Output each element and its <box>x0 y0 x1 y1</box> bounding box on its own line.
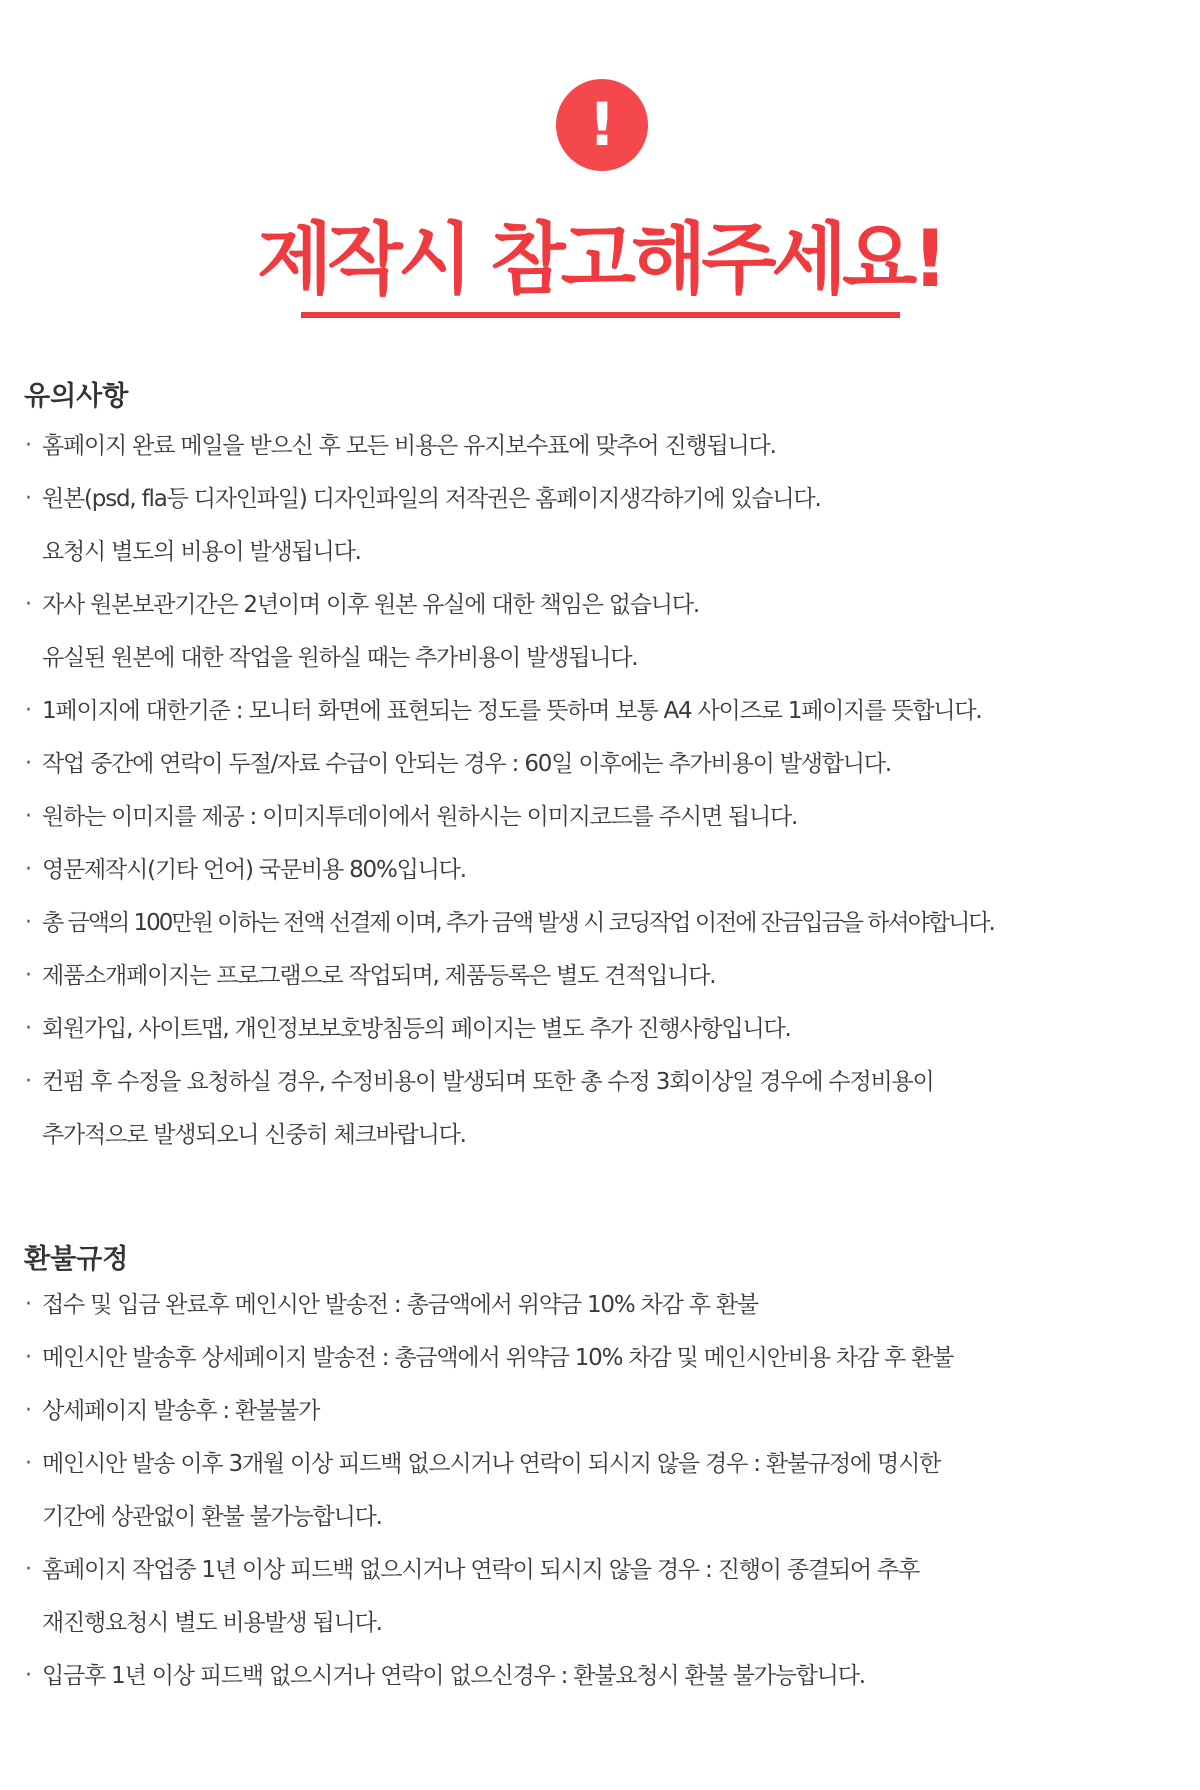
notes-item-text: 추가적으로 발생되오니 신중히 체크바랍니다. <box>42 1122 466 1148</box>
bullet-dot: · <box>25 1557 32 1582</box>
notes-item-text: 홈페이지 완료 메일을 받으신 후 모든 비용은 유지보수표에 맞추어 진행됩니다. <box>42 433 776 459</box>
refund-item-text: 입금후 1년 이상 피드백 없으시거나 연락이 없으신경우 : 환불요청시 환불 불가능합니다. <box>42 1663 865 1689</box>
notes-item <box>0 479 1200 519</box>
refund-item-continuation <box>0 1497 1200 1537</box>
refund-item-continuation <box>0 1603 1200 1643</box>
notes-item-continuation <box>0 638 1200 678</box>
notes-item-text: 요청시 별도의 비용이 발생됩니다. <box>42 539 361 565</box>
notes-item-text: 제품소개페이지는 프로그램으로 작업되며, 제품등록은 별도 견적입니다. <box>42 963 716 989</box>
exclamation-icon: ! <box>556 79 648 171</box>
refund-heading: 환불규정 <box>24 1244 129 1275</box>
notes-item <box>0 903 1200 943</box>
notes-item-text: 원하는 이미지를 제공 : 이미지투데이에서 원하시는 이미지코드를 주시면 됩니다. <box>42 804 798 830</box>
refund-item <box>0 1285 1200 1325</box>
bullet-dot: · <box>25 1345 32 1370</box>
bullet-dot: · <box>25 1398 32 1423</box>
bullet-dot: · <box>25 751 32 776</box>
title-underline <box>301 312 900 318</box>
refund-item-text: 메인시안 발송 이후 3개월 이상 피드백 없으시거나 연락이 되시지 않을 경우 : 환불규정에 명시한 <box>42 1451 941 1477</box>
bullet-dot: · <box>25 857 32 882</box>
notes-item <box>0 797 1200 837</box>
notes-item-text: 컨펌 후 수정을 요청하실 경우, 수정비용이 발생되며 또한 총 수정 3회이상일 경우에 수정비용이 <box>42 1069 934 1095</box>
refund-item-text: 재진행요청시 별도 비용발생 됩니다. <box>42 1610 382 1636</box>
refund-item-text: 접수 및 입금 완료후 메인시안 발송전 : 총금액에서 위약금 10% 차감 후 환불 <box>42 1292 758 1318</box>
bullet-dot: · <box>25 910 32 935</box>
notes-item <box>0 691 1200 731</box>
notes-item-text: 유실된 원본에 대한 작업을 원하실 때는 추가비용이 발생됩니다. <box>42 645 638 671</box>
notes-heading: 유의사항 <box>24 381 129 412</box>
notes-item-text: 회원가입, 사이트맵, 개인정보보호방침등의 페이지는 별도 추가 진행사항입니다. <box>42 1016 791 1042</box>
notes-item-text: 1페이지에 대한기준 : 모니터 화면에 표현되는 정도를 뜻하며 보통 A4 사이즈로 1페이지를 뜻합니다. <box>42 698 982 724</box>
refund-item <box>0 1338 1200 1378</box>
notes-item <box>0 744 1200 784</box>
bullet-dot: · <box>25 1069 32 1094</box>
notes-item <box>0 1062 1200 1102</box>
notes-item <box>0 956 1200 996</box>
notes-item <box>0 1009 1200 1049</box>
notes-item <box>0 585 1200 625</box>
bullet-dot: · <box>25 804 32 829</box>
refund-item-text: 홈페이지 작업중 1년 이상 피드백 없으시거나 연락이 되시지 않을 경우 : 진행이 종결되어 추후 <box>42 1557 920 1583</box>
notes-item <box>0 850 1200 890</box>
refund-item-text: 상세페이지 발송후 : 환불불가 <box>42 1398 320 1424</box>
notes-item-text: 영문제작시(기타 언어) 국문비용 80%입니다. <box>42 857 466 883</box>
bullet-dot: · <box>25 963 32 988</box>
bullet-dot: · <box>25 1451 32 1476</box>
notes-item-continuation <box>0 1115 1200 1155</box>
bullet-dot: · <box>25 486 32 511</box>
refund-item <box>0 1391 1200 1431</box>
refund-item-text: 기간에 상관없이 환불 불가능합니다. <box>42 1504 382 1530</box>
page-title: 제작시 참고해주세요! <box>257 215 943 305</box>
bullet-dot: · <box>25 698 32 723</box>
bullet-dot: · <box>25 1016 32 1041</box>
notes-item-text: 원본(psd, fla등 디자인파일) 디자인파일의 저작권은 홈페이지생각하기에 있습니다. <box>42 486 821 512</box>
bullet-dot: · <box>25 433 32 458</box>
refund-item <box>0 1444 1200 1484</box>
notes-item-continuation <box>0 532 1200 572</box>
notes-item <box>0 426 1200 466</box>
bullet-dot: · <box>25 1292 32 1317</box>
refund-item <box>0 1656 1200 1696</box>
refund-item <box>0 1550 1200 1590</box>
refund-item-text: 메인시안 발송후 상세페이지 발송전 : 총금액에서 위약금 10% 차감 및 메인시안비용 차감 후 환불 <box>42 1345 954 1371</box>
notes-item-text: 작업 중간에 연락이 두절/자료 수급이 안되는 경우 : 60일 이후에는 추가비용이 발생합니다. <box>42 751 891 777</box>
bullet-dot: · <box>25 1663 32 1688</box>
notes-item-text: 자사 원본보관기간은 2년이며 이후 원본 유실에 대한 책임은 없습니다. <box>42 592 699 618</box>
bullet-dot: · <box>25 592 32 617</box>
notes-item-text: 총 금액의 100만원 이하는 전액 선결제 이며, 추가 금액 발생 시 코딩작업 이전에 잔금입금을 하셔야합니다. <box>42 910 994 936</box>
